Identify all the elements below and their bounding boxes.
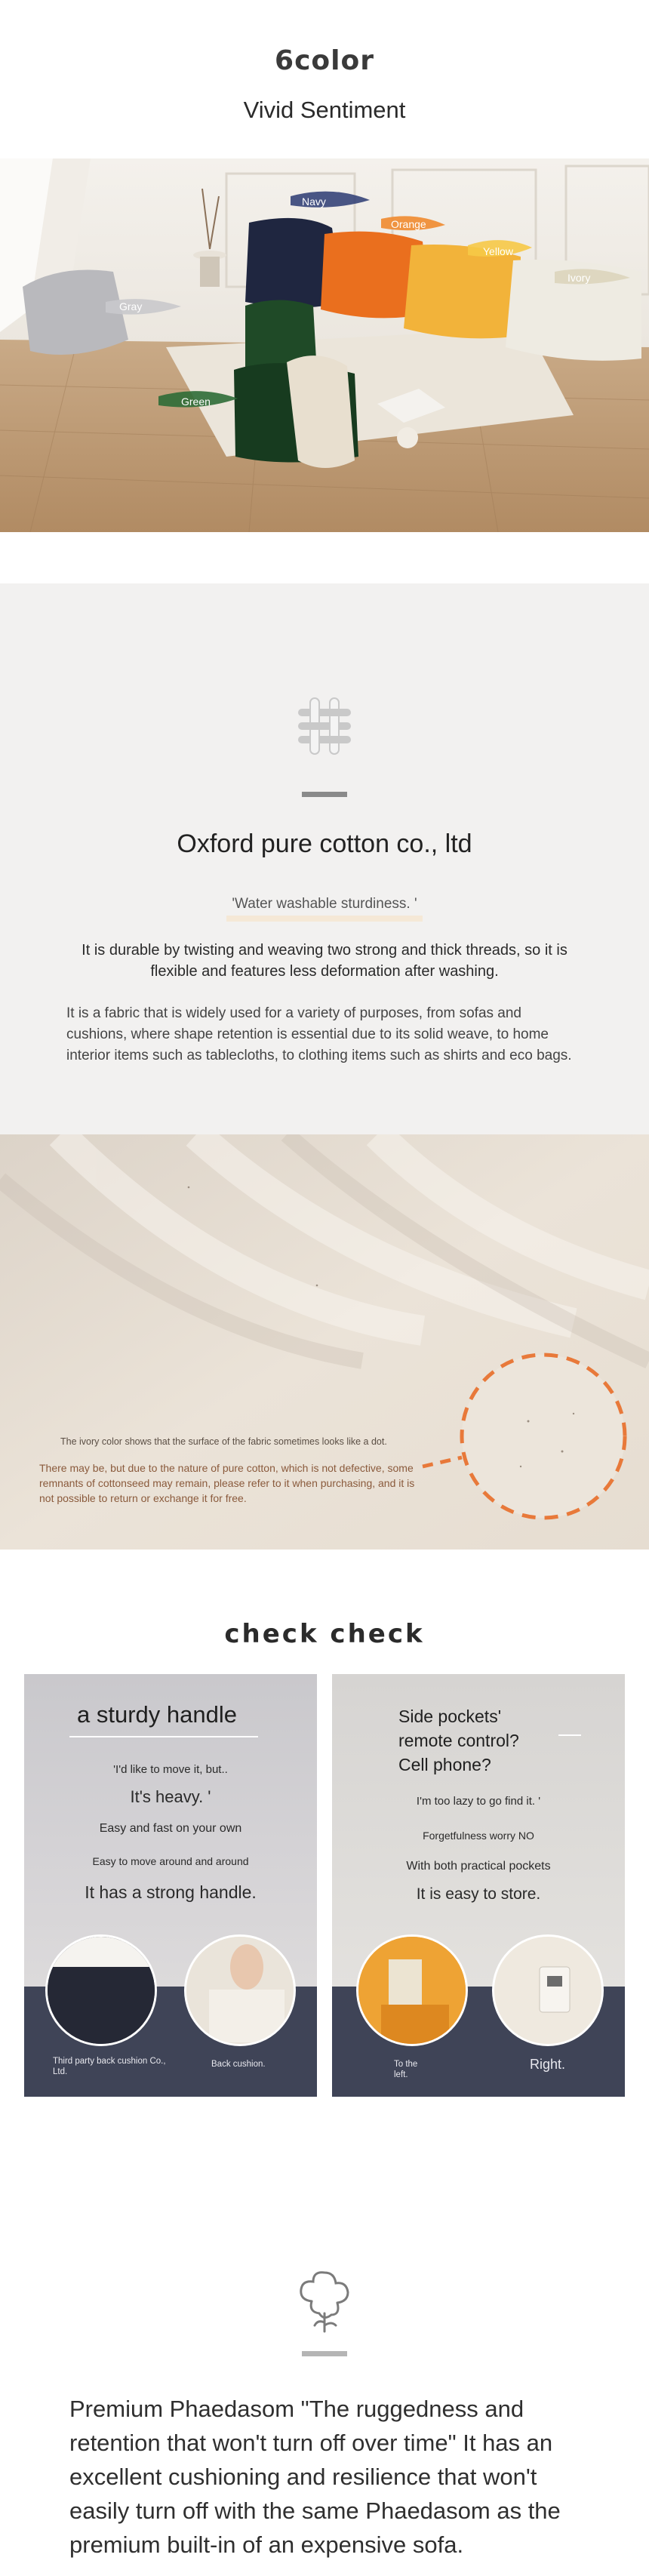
ivory-dot-note: The ivory color shows that the surface of the fabric sometimes looks like a dot. — [60, 1436, 387, 1447]
color-label-yellow: Yellow — [483, 245, 513, 257]
premium-section — [0, 2131, 649, 2576]
weave-icon — [291, 692, 358, 760]
color-label-navy: Navy — [302, 195, 326, 208]
handle-line-3: Easy and fast on your own — [99, 1822, 242, 1835]
handle-line-1: 'I'd like to move it, but.. — [113, 1763, 228, 1776]
caption-third-party: Third party back cushion Co., Ltd. — [53, 2057, 166, 2076]
fabric-description-1: It is durable by twisting and weaving two strong and thick threads, so it is flexible and features less deformation after washing. — [82, 942, 567, 980]
check-title: check check — [224, 1619, 425, 1649]
color-label-gray: Gray — [119, 300, 143, 312]
title-underline — [558, 1734, 581, 1736]
fabric-quote: 'Water washable sturdiness. ' — [232, 896, 417, 912]
caption-left: To the left. — [394, 2060, 418, 2079]
back-cushion-photo-light — [184, 1934, 296, 2046]
handle-line-5: It has a strong handle. — [85, 1882, 257, 1902]
back-cushion-photo-dark — [45, 1934, 157, 2046]
fabric-zoom-circle — [462, 1355, 625, 1518]
right-pocket-photo — [492, 1934, 604, 2046]
cotton-icon — [289, 2267, 360, 2337]
caption-back-cushion: Back cushion. — [211, 2060, 266, 2069]
title-underline — [69, 1736, 258, 1737]
handle-line-2: It's heavy. ' — [130, 1787, 211, 1806]
color-label-orange: Orange — [391, 218, 426, 230]
pocket-line-2: Forgetfulness worry NO — [423, 1830, 534, 1842]
fabric-description-2: It is a fabric that is widely used for a variety of purposes, from sofas and cushions, where shape retention is essential due to its solid weave, to home interior items such as tablecloths, to clothing items such as shirts and eco bags. — [66, 1005, 572, 1063]
living-room-illustration — [0, 158, 649, 532]
color-label-green: Green — [181, 395, 211, 408]
pocket-line-3: With both practical pockets — [406, 1860, 551, 1873]
premium-description: Premium Phaedasom "The ruggedness and retention that won't turn off over time" It has an excellent cushioning and resilience that won't easily turn off with the same Phaedasom as the premium built-in of an expensive sofa. — [69, 2396, 561, 2558]
color-section — [0, 0, 649, 581]
hero-image — [0, 158, 649, 532]
pocket-line-1: I'm too lazy to go find it. ' — [416, 1795, 541, 1808]
section-divider — [302, 2351, 347, 2356]
handle-line-4: Easy to move around and around — [92, 1855, 249, 1867]
pocket-card-title: Side pockets' remote control? Cell phone? — [398, 1707, 519, 1774]
left-pocket-photo — [356, 1934, 468, 2046]
cottonseed-note: There may be, but due to the nature of pure cotton, which is not defective, some remnants of cottonseed may remain, please refer to it when purchasing, and it is not possible to return or exchange it for free. — [39, 1462, 415, 1504]
caption-right: Right. — [530, 2057, 566, 2072]
logo-6color: 6color — [275, 45, 374, 76]
pocket-card — [332, 1674, 625, 2097]
check-section — [0, 1550, 649, 2131]
page-subtitle: Vivid Sentiment — [243, 97, 406, 123]
handle-card — [24, 1674, 317, 2097]
quote-highlight — [226, 916, 423, 922]
handle-card-title: a sturdy handle — [77, 1701, 237, 1728]
fabric-title: Oxford pure cotton co., ltd — [177, 829, 472, 858]
fabric-closeup-section — [0, 1134, 649, 1550]
section-divider — [302, 792, 347, 797]
pocket-line-4: It is easy to store. — [416, 1885, 541, 1903]
color-label-ivory: Ivory — [567, 272, 591, 284]
fabric-info-section — [0, 583, 649, 1134]
